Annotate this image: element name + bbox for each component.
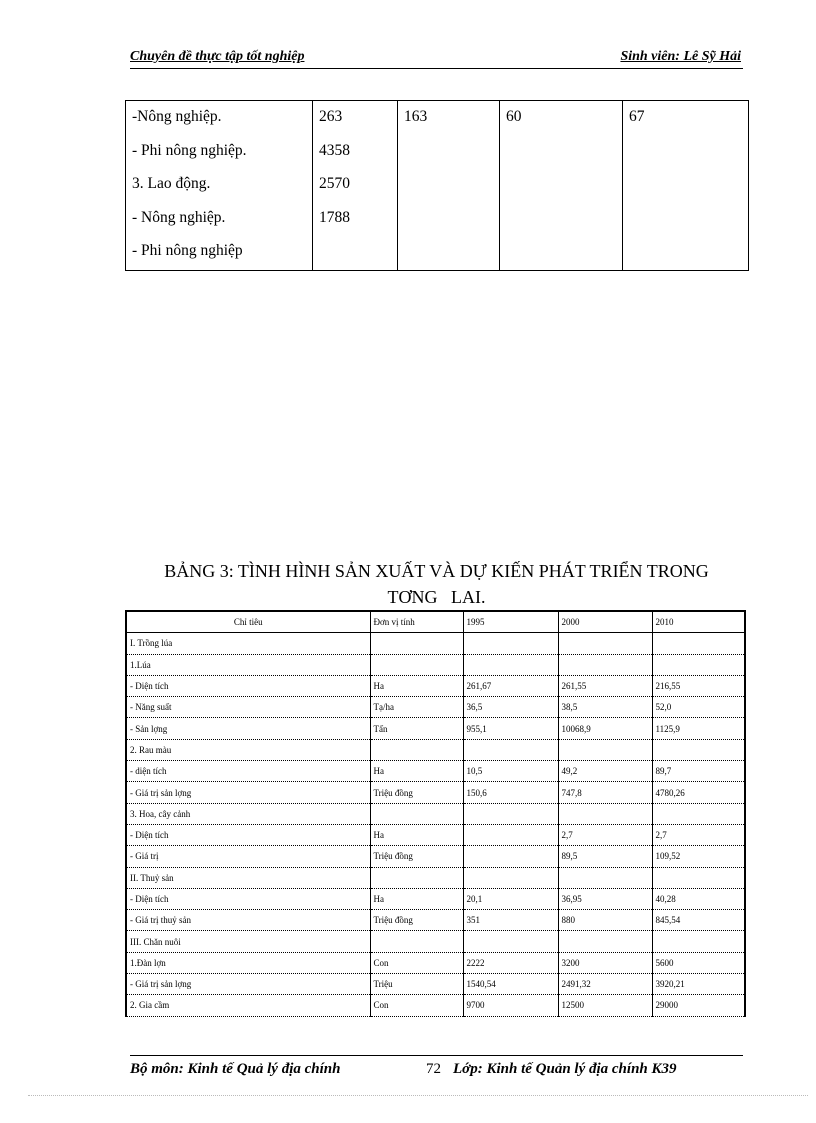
table-cell: 40,28 (652, 888, 744, 909)
table-row (127, 824, 744, 845)
cell-value: 60 (506, 108, 522, 125)
table-cell (463, 931, 558, 952)
table-cell (652, 739, 744, 760)
table-cell: Ha (370, 675, 463, 696)
cell-value: 1788 (319, 208, 350, 226)
value-column (623, 101, 749, 271)
table-cell (558, 867, 652, 888)
table-row (127, 974, 744, 995)
table-cell: 2,7 (558, 824, 652, 845)
value-column (500, 101, 623, 271)
table-cell (370, 803, 463, 824)
cell-value: 2570 (319, 175, 350, 192)
table-cell (370, 633, 463, 654)
row-label: - Phi nông nghiệp. (132, 141, 247, 159)
table-header-row (127, 612, 744, 633)
table-cell (652, 803, 744, 824)
column-header: 2000 (558, 612, 652, 633)
title-line-1: BẢNG 3: TÌNH HÌNH SẢN XUẤT VÀ DỰ KIẾN PHÁT TRIỂN TRONG (164, 561, 709, 581)
table-cell: Ha (370, 824, 463, 845)
table-cell: 845,54 (652, 910, 744, 931)
label-column (126, 101, 313, 271)
table-cell: - Năng suất (127, 697, 370, 718)
table-cell: Con (370, 995, 463, 1016)
table-cell: - Giá trị (127, 846, 370, 867)
table-cell: 4780,26 (652, 782, 744, 803)
table-row (127, 633, 744, 654)
table-cell: 1.Lúa (127, 654, 370, 675)
table-row (127, 931, 744, 952)
column-header: Chỉ tiêu (127, 612, 370, 633)
value-column (398, 101, 500, 271)
production-table-wrapper (125, 610, 746, 1017)
page-header (130, 48, 743, 69)
page-number: 72 (426, 1061, 441, 1077)
cell-value (313, 235, 397, 269)
row-label: -Nông nghiệp. (132, 108, 222, 125)
table-cell: II. Thuỷ sản (127, 867, 370, 888)
table-cell: - Sản lợng (127, 718, 370, 739)
value-column (313, 101, 398, 271)
table-cell: 955,1 (463, 718, 558, 739)
table-cell: 5600 (652, 952, 744, 973)
table-row (127, 952, 744, 973)
table-cell: 52,0 (652, 697, 744, 718)
table-cell: 49,2 (558, 761, 652, 782)
column-header: 2010 (652, 612, 744, 633)
cell-value: 4358 (319, 141, 350, 159)
table-cell (463, 654, 558, 675)
table-cell (558, 739, 652, 760)
table-row (127, 654, 744, 675)
cell-value: 163 (404, 108, 428, 125)
table-cell: 261,55 (558, 675, 652, 696)
table-cell: 2. Rau màu (127, 739, 370, 760)
table-cell: 216,55 (652, 675, 744, 696)
table-cell: 2,7 (652, 824, 744, 845)
table-cell: - Giá trị thuỷ sản (127, 910, 370, 931)
table-cell: 3200 (558, 952, 652, 973)
table-row (127, 739, 744, 760)
table-cell (463, 824, 558, 845)
table-cell: 2222 (463, 952, 558, 973)
production-table (127, 612, 744, 1017)
table-cell: 20,1 (463, 888, 558, 909)
table-cell (558, 654, 652, 675)
table-row (127, 846, 744, 867)
table-cell: 3920,21 (652, 974, 744, 995)
table-cell (370, 867, 463, 888)
table-cell (370, 654, 463, 675)
table-cell: 12500 (558, 995, 652, 1016)
footer-department: Bộ môn: Kinh tế Quả lý địa chính (130, 1061, 341, 1077)
table-cell: Triệu đồng (370, 910, 463, 931)
table-cell: 89,5 (558, 846, 652, 867)
table-cell (558, 633, 652, 654)
table-row (127, 761, 744, 782)
cell-value: 263 (319, 108, 343, 125)
row-label: 3. Lao động. (132, 175, 211, 192)
table-cell: - Diện tích (127, 824, 370, 845)
table-cell: Triệu đồng (370, 846, 463, 867)
table-cell: 38,5 (558, 697, 652, 718)
table-cell (652, 867, 744, 888)
table-cell (370, 739, 463, 760)
table-row (127, 910, 744, 931)
table-cell: 1.Đàn lợn (127, 952, 370, 973)
table-cell: 1540,54 (463, 974, 558, 995)
table-cell: 89,7 (652, 761, 744, 782)
table-cell (463, 803, 558, 824)
table-cell: 261,67 (463, 675, 558, 696)
table-row (127, 718, 744, 739)
table-cell: 36,95 (558, 888, 652, 909)
table-cell: - Diện tích (127, 888, 370, 909)
table-cell: 880 (558, 910, 652, 931)
table-cell: 10,5 (463, 761, 558, 782)
table-row (127, 867, 744, 888)
table-cell: - Giá trị sản lợng (127, 974, 370, 995)
production-table-body (127, 612, 744, 1016)
table-cell: Triệu (370, 974, 463, 995)
table-cell (652, 931, 744, 952)
column-header: 1995 (463, 612, 558, 633)
table-cell: 29000 (652, 995, 744, 1016)
table-cell: Ha (370, 888, 463, 909)
table-cell (652, 633, 744, 654)
row-label: - Phi nông nghiệp (132, 242, 243, 259)
table-cell: 747,8 (558, 782, 652, 803)
table-cell (558, 931, 652, 952)
table-title (130, 558, 743, 610)
table-cell: 9700 (463, 995, 558, 1016)
table-row (127, 782, 744, 803)
header-right: Sinh viên: Lê Sỹ Hải (620, 49, 741, 64)
table-cell: Con (370, 952, 463, 973)
table-cell: Triệu đồng (370, 782, 463, 803)
table-cell (463, 739, 558, 760)
table-cell: - Giá trị sản lợng (127, 782, 370, 803)
table-cell: 109,52 (652, 846, 744, 867)
table-cell: 1125,9 (652, 718, 744, 739)
table-cell (652, 654, 744, 675)
title-line-2: TƠNG LAI. (387, 587, 486, 607)
table-row (127, 995, 744, 1016)
table-cell (463, 867, 558, 888)
table-cell (463, 633, 558, 654)
table-cell (463, 846, 558, 867)
header-left: Chuyên đề thực tập tốt nghiệp (130, 49, 305, 64)
table-cell: 10068,9 (558, 718, 652, 739)
table-cell: Ha (370, 761, 463, 782)
table-cell: 2491,32 (558, 974, 652, 995)
table-cell: 3. Hoa, cây cảnh (127, 803, 370, 824)
page-footer (130, 1055, 743, 1084)
footer-class: Lớp: Kinh tế Quản lý địa chính K39 (453, 1061, 677, 1077)
table-cell: 36,5 (463, 697, 558, 718)
table-cell: Tạ/ha (370, 697, 463, 718)
table-cell: Tấn (370, 718, 463, 739)
table-cell: 2. Gia cầm (127, 995, 370, 1016)
row-label: - Nông nghiệp. (132, 208, 226, 226)
table-cell (558, 803, 652, 824)
table-cell: I. Trồng lúa (127, 633, 370, 654)
cell-value: 67 (629, 108, 645, 125)
table-cell: III. Chăn nuôi (127, 931, 370, 952)
table-row (127, 888, 744, 909)
table-cell: - Diện tích (127, 675, 370, 696)
table-row (127, 675, 744, 696)
table-row (127, 697, 744, 718)
table-cell: - diện tích (127, 761, 370, 782)
table-cell (370, 931, 463, 952)
table-cell: 351 (463, 910, 558, 931)
page-bottom-divider (28, 1095, 808, 1096)
population-table (125, 100, 749, 271)
table-row (127, 803, 744, 824)
column-header: Đơn vị tính (370, 612, 463, 633)
table-cell: 150,6 (463, 782, 558, 803)
